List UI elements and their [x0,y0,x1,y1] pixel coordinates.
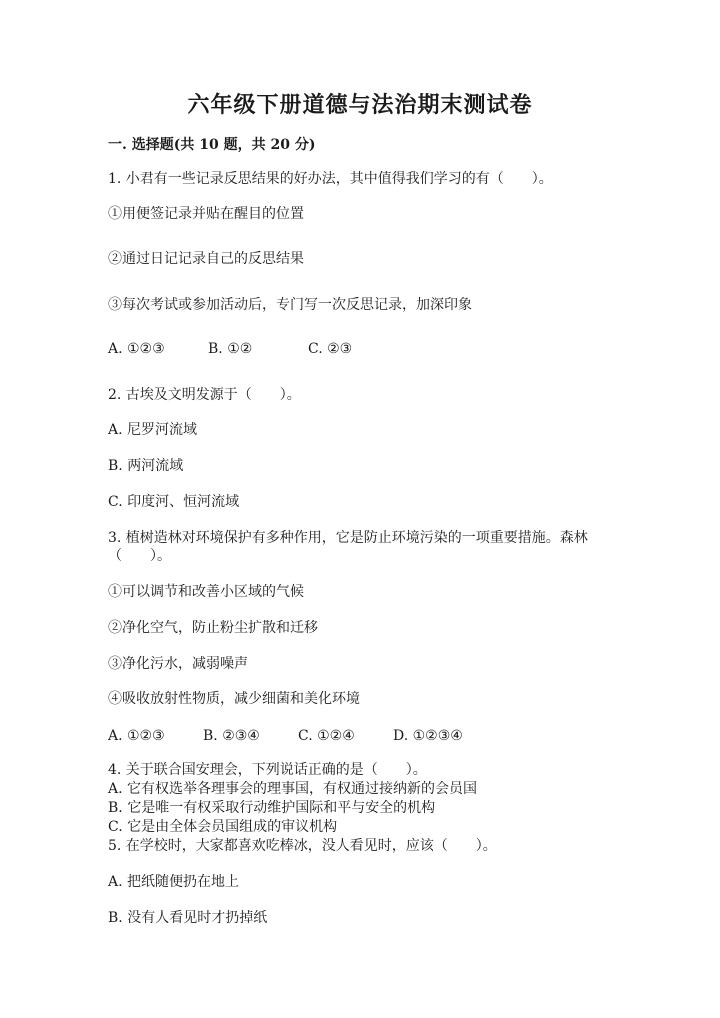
question-4-stem: 4. 关于联合国安理会，下列说话正确的是（ ）。 [108,762,427,778]
question-3-item-2: ②净化空气，防止粉尘扩散和迁移 [108,620,318,636]
question-1-option-a: A. ①②③ [108,341,165,357]
question-3-option-c: C. ①②④ [298,728,355,744]
question-3-stem-line-2: （ ）。 [108,548,171,564]
question-2-stem: 2. 古埃及文明发源于（ ）。 [108,387,301,403]
question-4-option-b: B. 它是唯一有权采取行动维护国际和平与安全的机构 [108,800,436,816]
question-5-option-b: B. 没有人看见时才扔掉纸 [108,910,268,926]
question-2-option-a: A. 尼罗河流域 [108,422,198,438]
question-2-option-b: B. 两河流域 [108,458,184,474]
question-5-stem: 5. 在学校时，大家都喜欢吃棒冰，没人看见时，应该（ ）。 [108,838,497,854]
question-3-item-3: ③净化污水，减弱噪声 [108,656,248,672]
question-5-option-a: A. 把纸随便扔在地上 [108,874,240,890]
question-3-item-1: ①可以调节和改善小区域的气候 [108,584,304,600]
question-1-item-2: ②通过日记记录自己的反思结果 [108,251,304,267]
question-3-item-4: ④吸收放射性物质，减少细菌和美化环境 [108,691,360,707]
question-1-option-b: B. ①② [208,341,253,357]
section-heading: 一. 选择题(共 10 题，共 20 分) [108,137,316,153]
question-3-option-d: D. ①②③④ [393,728,463,744]
question-3-options [108,727,463,745]
question-1-options [108,340,352,358]
question-1-item-3: ③每次考试或参加活动后，专门写一次反思记录，加深印象 [108,297,472,313]
question-4-option-a: A. 它有权选举各理事会的理事国，有权通过接纳新的会员国 [108,781,478,797]
question-4-option-c: C. 它是由全体会员国组成的审议机构 [108,819,338,835]
question-1-item-1: ①用便签记录并贴在醒目的位置 [108,206,304,222]
question-1-stem: 1. 小君有一些记录反思结果的好办法，其中值得我们学习的有（ ）。 [108,171,553,187]
question-3-option-a: A. ①②③ [108,728,165,744]
question-3-option-b: B. ②③④ [203,728,260,744]
page-title: 六年级下册道德与法治期末测试卷 [187,92,533,118]
question-2-option-c: C. 印度河、恒河流域 [108,494,240,510]
question-3-stem-line-1: 3. 植树造林对环境保护有多种作用，它是防止环境污染的一项重要措施。森林 [108,530,588,546]
question-1-option-c: C. ②③ [308,341,353,357]
